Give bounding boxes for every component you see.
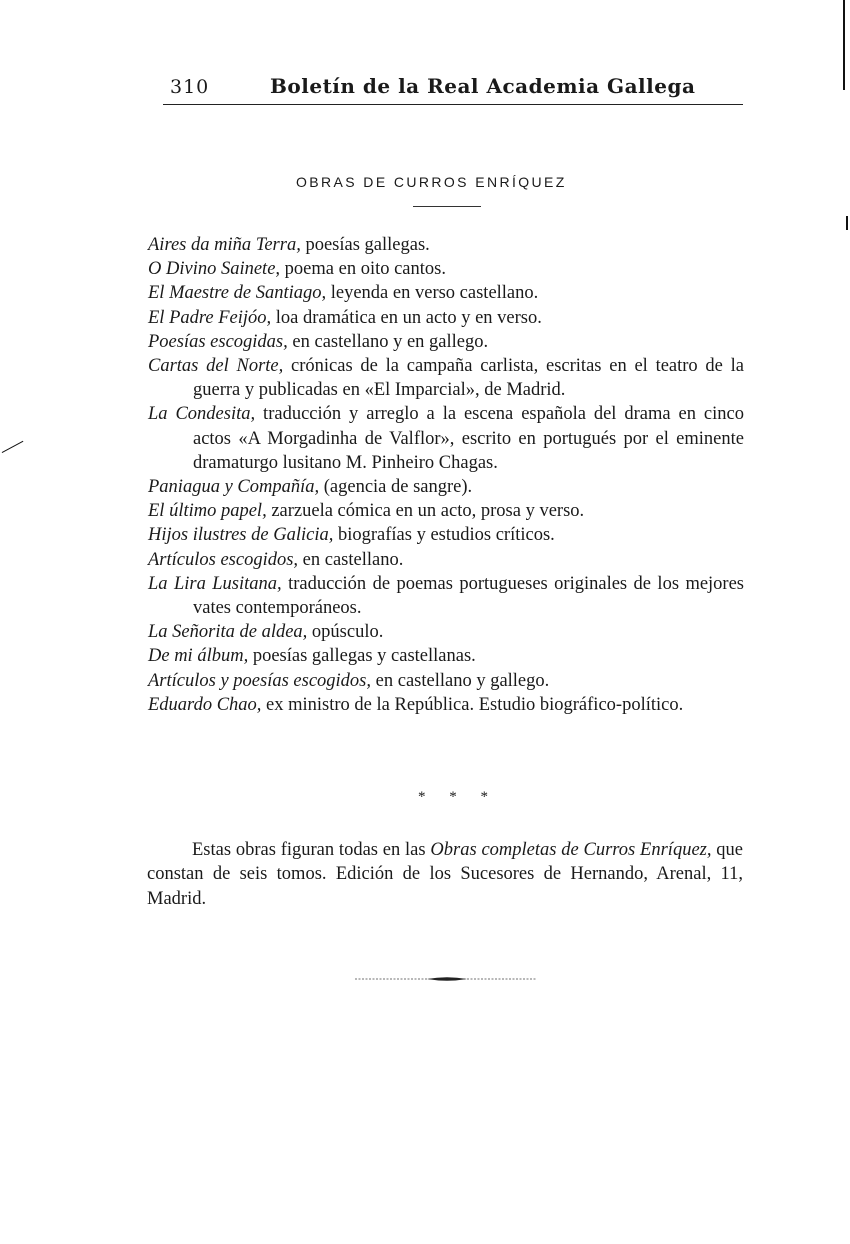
work-title: Paniagua y Compañía, bbox=[148, 477, 320, 498]
work-title: La Condesita, bbox=[148, 404, 256, 425]
work-item bbox=[148, 548, 744, 572]
work-description: crónicas de la campaña carlista, escritas en el teatro de la guerra y publicadas en «El Imparcial», de Madrid. bbox=[193, 356, 744, 401]
work-description: leyenda en verso castellano. bbox=[326, 283, 539, 304]
work-description: en castellano y en gallego. bbox=[287, 331, 489, 352]
work-item bbox=[148, 523, 744, 547]
work-item bbox=[148, 644, 744, 668]
work-description: opúsculo. bbox=[307, 622, 384, 643]
work-description: traducción y arreglo a la escena española del drama en cinco actos «A Morgadinha de Valflor», escrito en portugués por el eminente dramaturgo lusitano M. Pinheiro Chagas. bbox=[193, 404, 744, 473]
work-description: poesías gallegas. bbox=[300, 235, 430, 255]
work-title: Poesías escogidas, bbox=[148, 331, 288, 352]
title-rule bbox=[413, 206, 481, 207]
work-title: La Señorita de aldea, bbox=[148, 622, 308, 643]
work-title: Hijos ilustres de Galicia, bbox=[148, 525, 334, 546]
work-item bbox=[148, 281, 744, 305]
work-item bbox=[148, 306, 744, 330]
work-description: poema en oito cantos. bbox=[280, 259, 446, 280]
scan-edge-mark bbox=[2, 441, 24, 453]
note-text-end: que constan de seis tomos. Edición de los Sucesores de Hernando, Arenal, 11, Madrid. bbox=[147, 839, 743, 909]
end-ornament bbox=[355, 976, 537, 982]
work-title: Artículos y poesías escogidos, bbox=[148, 670, 372, 691]
work-title: El Padre Feijóo, bbox=[148, 307, 272, 328]
running-head: Boletín de la Real Academia Gallega bbox=[270, 74, 696, 98]
scan-edge-mark bbox=[843, 0, 845, 90]
work-item bbox=[148, 499, 744, 523]
work-title: La Lira Lusitana, bbox=[148, 573, 282, 594]
work-title: Eduardo Chao, bbox=[148, 694, 262, 715]
note-italic-title: Obras completas de Curros Enríquez, bbox=[430, 839, 712, 860]
work-description: ex ministro de la República. Estudio biográfico-político. bbox=[261, 694, 684, 715]
work-description: en castellano. bbox=[298, 549, 404, 570]
section-title: OBRAS DE CURROS ENRÍQUEZ bbox=[296, 174, 567, 190]
work-title: Aires da miña Terra, bbox=[148, 235, 301, 255]
section-separator: * * * bbox=[418, 789, 498, 805]
work-item bbox=[148, 354, 744, 402]
work-description: loa dramática en un acto y en verso. bbox=[271, 307, 542, 328]
header-rule bbox=[163, 104, 743, 105]
work-description: traducción de poemas portugueses originales de los mejores vates contemporáneos. bbox=[193, 573, 745, 619]
work-description: en castellano y gallego. bbox=[371, 670, 550, 691]
work-description: (agencia de sangre). bbox=[319, 477, 473, 498]
work-description: poesías gallegas y castellanas. bbox=[248, 646, 476, 667]
work-title: El Maestre de Santiago, bbox=[148, 283, 327, 304]
work-item bbox=[148, 233, 744, 257]
work-item bbox=[148, 669, 744, 693]
work-description: biografías y estudios críticos. bbox=[333, 525, 555, 546]
note-text-start: Estas obras figuran todas en las bbox=[192, 839, 431, 860]
work-title: De mi álbum, bbox=[148, 646, 249, 667]
work-title: El último papel, bbox=[148, 501, 267, 522]
work-title: Artículos escogidos, bbox=[148, 549, 299, 570]
work-item bbox=[148, 693, 744, 717]
work-title: O Divino Sainete, bbox=[148, 259, 281, 280]
works-list bbox=[148, 233, 744, 717]
edition-note bbox=[147, 838, 743, 912]
work-item bbox=[148, 475, 744, 499]
work-item bbox=[148, 257, 744, 281]
scan-edge-mark bbox=[846, 216, 848, 230]
work-item bbox=[148, 620, 744, 644]
work-title: Cartas del Norte, bbox=[148, 356, 284, 377]
work-description: zarzuela cómica en un acto, prosa y verso. bbox=[266, 501, 585, 522]
work-item bbox=[148, 402, 744, 475]
page-number: 310 bbox=[170, 76, 210, 98]
work-item bbox=[148, 572, 744, 620]
work-item bbox=[148, 330, 744, 354]
